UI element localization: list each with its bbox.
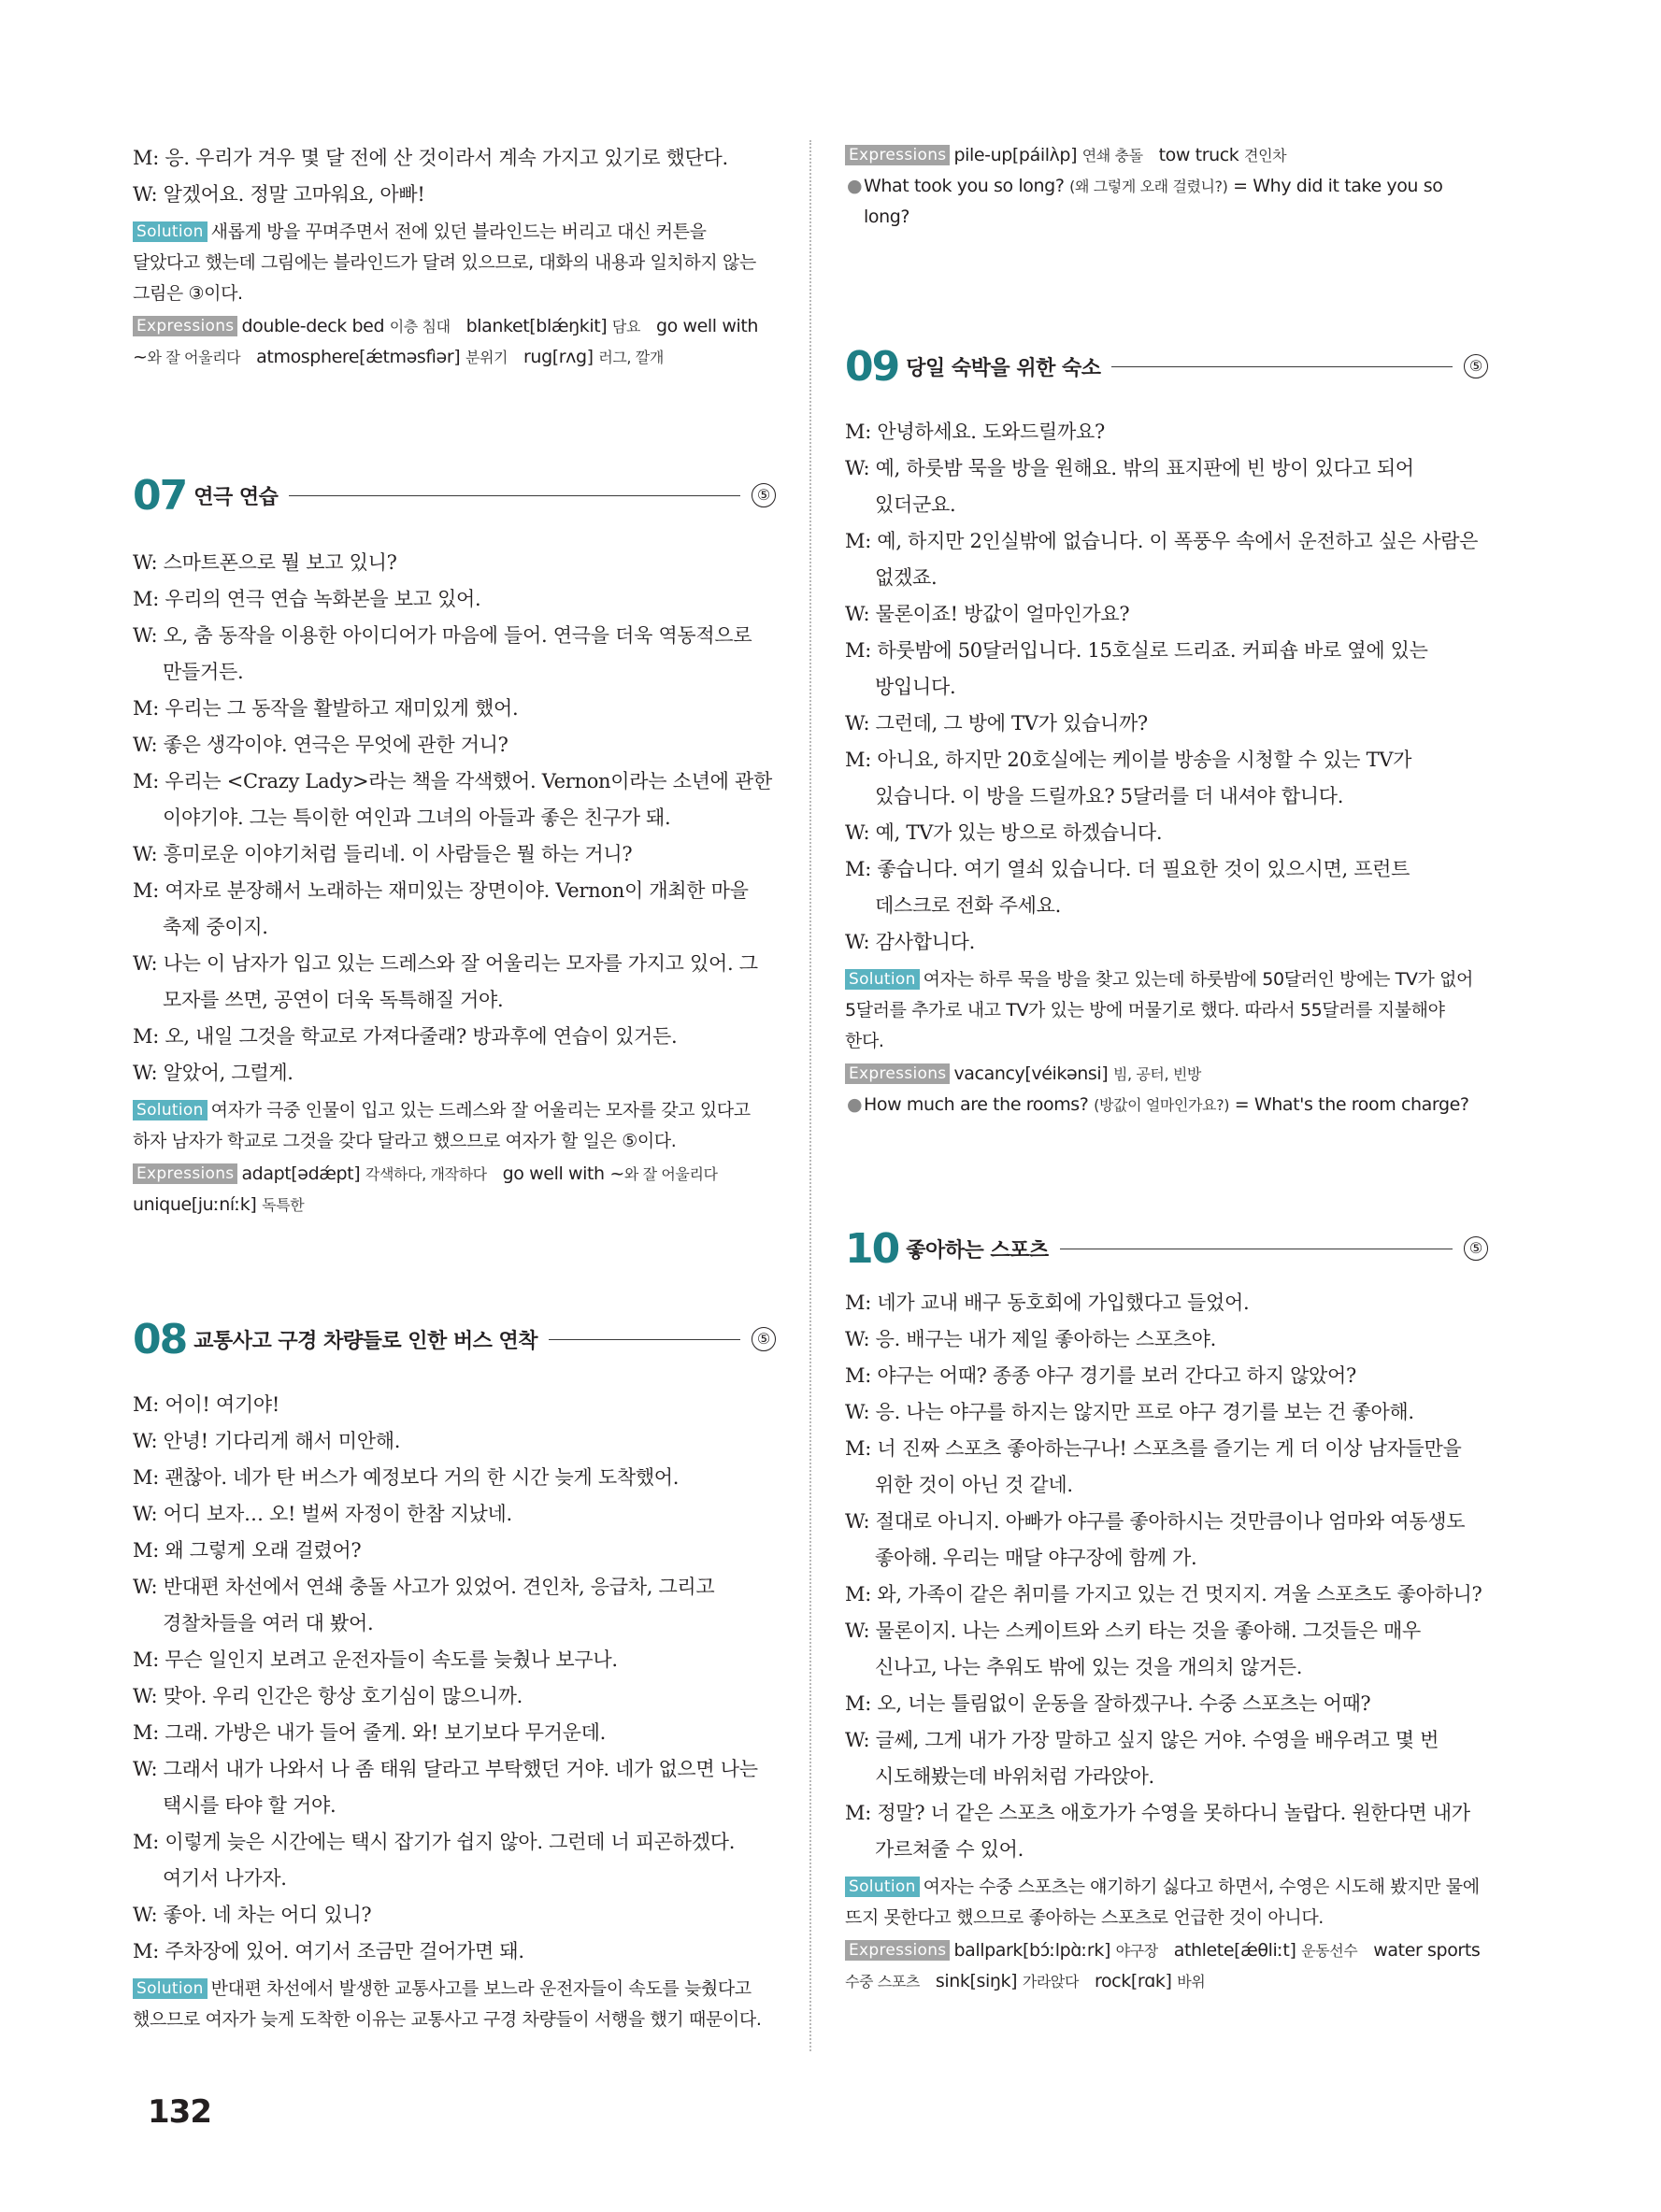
- dialogue-line: [133, 618, 776, 691]
- expressions-tag: Expressions: [845, 1063, 950, 1084]
- speaker: W:: [133, 843, 158, 865]
- line-text: 이렇게 늦은 시간에는 택시 잡기가 쉽지 않아. 그런데 너 피곤하겠다. 여기서 나가자.: [163, 1831, 736, 1890]
- line-text: 좋은 생각이야. 연극은 무엇에 관한 거니?: [163, 734, 508, 756]
- dialogue-line: [133, 1715, 776, 1751]
- dialogue-line: [133, 1423, 776, 1460]
- expression-gloss: 이층 침대: [389, 318, 451, 335]
- speaker: M:: [133, 1539, 159, 1562]
- dialogue-line: [133, 140, 776, 177]
- solution-text: 새롭게 방을 꾸며주면서 전에 있던 블라인드는 버리고 대신 커튼을 달았다고 했는데 그림에는 블라인드가 달려 있으므로, 대화의 내용과 일치하지 않는 그림은 ③이다.: [133, 221, 756, 304]
- dialogue-line: [133, 763, 776, 836]
- bullet-english: How much are the rooms?: [864, 1094, 1089, 1115]
- speaker: W:: [133, 1576, 158, 1598]
- dialogue-line: [133, 1751, 776, 1824]
- bullet-english-alt: = Why did it take you so long?: [864, 176, 1443, 227]
- line-text: 감사합니다.: [875, 931, 975, 953]
- solution-block: [845, 964, 1488, 1057]
- expression-gloss: 수중 스포츠: [845, 1973, 920, 1991]
- dialogue-line: [133, 1460, 776, 1496]
- expression-gloss: 와 잘 어울리다: [147, 349, 241, 366]
- line-text: 안녕하세요. 도와드릴까요?: [877, 421, 1105, 443]
- speaker: M:: [845, 1292, 871, 1314]
- expressions-tag: Expressions: [845, 145, 950, 165]
- expression-term: unique[juːníːk]: [133, 1194, 257, 1215]
- section-header-10: [845, 1218, 1488, 1279]
- expression-term: water sports: [1373, 1940, 1481, 1961]
- line-text: 아니요, 하지만 20호실에는 케이블 방송을 시청할 수 있는 TV가 있습니다. 이 방을 드릴까요? 5달러를 더 내셔야 합니다.: [875, 749, 1412, 807]
- expression-term: blanket[blǽŋkit]: [465, 316, 608, 336]
- dialogue-line: [133, 1934, 776, 1970]
- section-title: 좋아하는 스포츠: [906, 1238, 1049, 1263]
- expressions-block: [845, 1935, 1488, 1997]
- line-text: 오, 내일 그것을 학교로 가져다줄래? 방과후에 연습이 있거든.: [165, 1025, 678, 1048]
- section-header-07: [133, 464, 776, 526]
- line-text: 하룻밤에 50달러입니다. 15호실로 드리죠. 커피숍 바로 옆에 있는 방입니다.: [875, 639, 1428, 698]
- line-text: 그래서 내가 나와서 나 좀 태워 달라고 부탁했던 거야. 네가 없으면 나는 택시를 타야 할 거야.: [163, 1758, 758, 1817]
- speaker: M:: [133, 770, 159, 792]
- line-text: 우리는 그 동작을 활발하고 재미있게 했어.: [165, 697, 519, 720]
- expression-term: ballpark[bɔ́ːlpɑ̀ːrk]: [953, 1940, 1110, 1961]
- speaker: W:: [133, 952, 158, 975]
- speaker: W:: [133, 1503, 158, 1525]
- expression-term: sink[siŋk]: [935, 1971, 1018, 1991]
- dialogue-line: [845, 851, 1488, 924]
- expressions-block: [845, 140, 1488, 171]
- expressions-tag: Expressions: [133, 316, 237, 336]
- line-text: 알겠어요. 정말 고마워요, 아빠!: [163, 183, 425, 206]
- speaker: W:: [845, 821, 870, 844]
- dialogue-line: [133, 1055, 776, 1092]
- speaker: M:: [845, 530, 871, 552]
- expression-gloss: 빔, 공터, 빈방: [1112, 1065, 1201, 1083]
- speaker: M:: [845, 858, 871, 880]
- expressions-tag: Expressions: [845, 1940, 950, 1961]
- line-text: 오, 춤 동작을 이용한 아이디어가 마음에 들어. 연극을 더욱 역동적으로 만들거든.: [163, 624, 752, 683]
- dialogue-line: [133, 1642, 776, 1678]
- line-text: 좋아. 네 차는 어디 있니?: [163, 1904, 372, 1926]
- speaker: M:: [133, 1025, 159, 1048]
- expression-gloss: 운동선수: [1301, 1942, 1358, 1960]
- speaker: W:: [845, 1620, 870, 1642]
- speaker: M:: [133, 1466, 159, 1489]
- dialogue-line: [133, 1019, 776, 1055]
- dialogue: [133, 1387, 776, 1970]
- expression-gloss: 견인차: [1244, 147, 1287, 164]
- speaker: M:: [133, 1831, 159, 1853]
- line-text: 스마트폰으로 뭘 보고 있니?: [163, 551, 397, 574]
- solution-text: 여자는 수중 스포츠는 얘기하기 싫다고 하면서, 수영은 시도해 봤지만 물에 뜨지 못한다고 했으므로 좋아하는 스포츠로 언급한 것이 아니다.: [845, 1877, 1480, 1928]
- line-text: 우리의 연극 연습 녹화본을 보고 있어.: [165, 588, 481, 610]
- section-number: 07: [133, 471, 187, 520]
- section-rule: [1111, 366, 1453, 367]
- solution-block: [133, 217, 776, 309]
- dialogue-line: [845, 1394, 1488, 1431]
- speaker: M:: [845, 749, 871, 771]
- dialogue-line: [133, 1496, 776, 1533]
- line-text: 예, 하지만 2인실밖에 없습니다. 이 폭풍우 속에서 운전하고 싶은 사람은 없겠죠.: [875, 530, 1479, 589]
- dialogue-line: [133, 873, 776, 946]
- solution-text: 여자는 하루 묵을 방을 찾고 있는데 하룻밤에 50달러인 방에는 TV가 없어 5달러를 추가로 내고 TV가 있는 방에 머물기로 했다. 따라서 55달러를 지불해야 한다.: [845, 969, 1473, 1051]
- speaker: W:: [845, 931, 870, 953]
- speaker: M:: [133, 1721, 159, 1744]
- expressions-block: [845, 1059, 1488, 1090]
- line-text: 오, 너는 틀림없이 운동을 잘하겠구나. 수중 스포츠는 어때?: [877, 1692, 1371, 1715]
- line-text: 어이! 여기야!: [165, 1393, 279, 1416]
- speaker: W:: [845, 712, 870, 735]
- line-text: 흥미로운 이야기처럼 들리네. 이 사람들은 뭘 하는 거니?: [163, 843, 633, 865]
- line-text: 너 진짜 스포츠 좋아하는구나! 스포츠를 즐기는 게 더 이상 남자들만을 위한 것이 아닌 것 같네.: [875, 1437, 1462, 1496]
- expression-gloss: 가라앉다: [1022, 1973, 1080, 1991]
- speaker: W:: [133, 624, 158, 647]
- solution-tag: Solution: [133, 221, 208, 242]
- expression-gloss: 바위: [1177, 1973, 1206, 1991]
- line-text: 여자로 분장해서 노래하는 재미있는 장면이야. Vernon이 개최한 마을 축제 중이지.: [163, 879, 749, 938]
- solution-tag: Solution: [845, 969, 920, 990]
- line-text: 와, 가족이 같은 취미를 가지고 있는 건 멋지지. 겨울 스포츠도 좋아하니?: [877, 1583, 1482, 1605]
- dialogue-line: [133, 1678, 776, 1715]
- dialogue-line: [133, 836, 776, 873]
- dialogue: [845, 414, 1488, 961]
- dialogue-line: [845, 596, 1488, 633]
- solution-text: 반대편 차선에서 발생한 교통사고를 보느라 운전자들이 속도를 늦췄다고 했으므로 여자가 늦게 도착한 이유는 교통사고 구경 차량들이 서행을 했기 때문이다.: [133, 1978, 762, 2030]
- answer-badge: ⑤: [752, 1327, 776, 1351]
- speaker: W:: [845, 1510, 870, 1533]
- expressions-block: [133, 1159, 776, 1220]
- solution-tag: Solution: [133, 1100, 208, 1120]
- speaker: W:: [845, 1729, 870, 1751]
- speaker: M:: [133, 1648, 159, 1671]
- expression-term: go well with ~: [502, 1163, 624, 1184]
- expression-term: go well with ~: [133, 316, 759, 367]
- dialogue-line: [133, 1569, 776, 1642]
- line-text: 예, 하룻밤 묵을 방을 원해요. 밖의 표지판에 빈 방이 있다고 되어 있더군요.: [875, 457, 1414, 516]
- expression-gloss: 각색하다, 개작하다: [365, 1165, 487, 1183]
- bullet-korean: (방값이 얼마인가요?): [1094, 1096, 1230, 1114]
- line-text: 나는 이 남자가 입고 있는 드레스와 잘 어울리는 모자를 가지고 있어. 그 모자를 쓰면, 공연이 더욱 독특해질 거야.: [163, 952, 758, 1011]
- speaker: W:: [845, 603, 870, 625]
- line-text: 응. 배구는 내가 제일 좋아하는 스포츠야.: [875, 1328, 1217, 1350]
- line-text: 안녕! 기다리게 해서 미안해.: [163, 1430, 401, 1452]
- expression-gloss: 독특한: [262, 1196, 305, 1214]
- expression-term: adapt[ədǽpt]: [241, 1163, 361, 1184]
- expression-term: rug[rʌg]: [523, 347, 594, 367]
- line-text: 좋습니다. 여기 열쇠 있습니다. 더 필요한 것이 있으시면, 프런트 데스크로 전화 주세요.: [875, 858, 1410, 917]
- speaker: W:: [845, 1401, 870, 1423]
- expressions-block: [133, 311, 776, 373]
- dialogue-line: [845, 1285, 1488, 1321]
- bullet-korean: (왜 그렇게 오래 걸렸니?): [1069, 178, 1228, 195]
- dialogue-line: [845, 1431, 1488, 1504]
- speaker: M:: [845, 1364, 871, 1387]
- solution-text: 여자가 극중 인물이 입고 있는 드레스와 잘 어울리는 모자를 갖고 있다고 하자 남자가 학교로 그것을 갖다 달라고 했으므로 여자가 할 일은 ⑤이다.: [133, 1100, 751, 1151]
- bullet-dot-icon: ●: [847, 1094, 863, 1115]
- speaker: M:: [845, 639, 871, 662]
- answer-badge: ⑤: [1464, 354, 1488, 378]
- expression-term: atmosphere[ǽtməsfìər]: [256, 347, 461, 367]
- dialogue-line: [133, 177, 776, 213]
- line-text: 그래. 가방은 내가 들어 줄게. 와! 보기보다 무거운데.: [165, 1721, 606, 1744]
- speaker: W:: [133, 734, 158, 756]
- dialogue-line: [133, 581, 776, 618]
- dialogue-line: [133, 727, 776, 763]
- line-text: 글쎄, 그게 내가 가장 말하고 싶지 않은 거야. 수영을 배우려고 몇 번 시도해봤는데 바위처럼 가라앉아.: [875, 1729, 1439, 1788]
- line-text: 괜찮아. 네가 탄 버스가 예정보다 거의 한 시간 늦게 도착했어.: [165, 1466, 680, 1489]
- line-text: 네가 교내 배구 동호회에 가입했다고 들었어.: [877, 1292, 1250, 1314]
- dialogue-line: [845, 1577, 1488, 1613]
- line-text: 그런데, 그 방에 TV가 있습니까?: [875, 712, 1148, 735]
- line-text: 알았어, 그럴게.: [163, 1062, 294, 1084]
- line-text: 물론이지. 나는 스케이트와 스키 타는 것을 좋아해. 그것들은 매우 신나고, 나는 추워도 밖에 있는 것을 개의치 않거든.: [875, 1620, 1422, 1678]
- dialogue-line: [133, 545, 776, 581]
- solution-tag: Solution: [133, 1978, 208, 1999]
- expression-gloss: 담요: [611, 318, 641, 335]
- expressions-tag: Expressions: [133, 1163, 237, 1184]
- solution-block: [845, 1872, 1488, 1934]
- speaker: W:: [845, 457, 870, 479]
- dialogue: [133, 140, 776, 213]
- expression-term: rock[rɑk]: [1094, 1971, 1172, 1991]
- speaker: W:: [133, 183, 158, 206]
- section-title: 연극 연습: [193, 485, 279, 509]
- answer-badge: ⑤: [752, 483, 776, 507]
- section-number: 10: [845, 1224, 899, 1273]
- speaker: M:: [845, 1692, 871, 1715]
- dialogue-line: [845, 1795, 1488, 1868]
- line-text: 무슨 일인지 보려고 운전자들이 속도를 늦췄나 보구나.: [165, 1648, 618, 1671]
- page-number: 132: [148, 2093, 211, 2131]
- solution-block: [133, 1095, 776, 1157]
- dialogue-line: [845, 1722, 1488, 1795]
- dialogue: [845, 1285, 1488, 1868]
- section-number: 09: [845, 342, 899, 391]
- line-text: 야구는 어때? 종종 야구 경기를 보러 간다고 하지 않았어?: [877, 1364, 1356, 1387]
- line-text: 우리는 <Crazy Lady>라는 책을 각색했어. Vernon이라는 소년에 관한 이야기야. 그는 특이한 여인과 그녀의 아들과 좋은 친구가 돼.: [163, 770, 772, 829]
- dialogue-line: [845, 1613, 1488, 1686]
- dialogue-line: [133, 691, 776, 727]
- expression-term: pile-up[páilʌ̀p]: [953, 145, 1078, 165]
- expression-term: tow truck: [1158, 145, 1239, 165]
- speaker: W:: [133, 1062, 158, 1084]
- speaker: M:: [133, 1940, 159, 1962]
- expression-bullet: [845, 171, 1488, 233]
- right-column: [845, 140, 1488, 1997]
- speaker: W:: [133, 1685, 158, 1707]
- line-text: 응. 나는 야구를 하지는 않지만 프로 야구 경기를 보는 건 좋아해.: [875, 1401, 1414, 1423]
- line-text: 응. 우리가 겨우 몇 달 전에 산 것이라서 계속 가지고 있기로 했단다.: [165, 147, 728, 169]
- section-header-08: [133, 1308, 776, 1370]
- expression-gloss: 러그, 깔개: [598, 349, 664, 366]
- speaker: M:: [133, 588, 159, 610]
- left-column: [133, 140, 776, 2035]
- speaker: W:: [133, 1904, 158, 1926]
- dialogue-line: [845, 523, 1488, 596]
- line-text: 절대로 아니지. 아빠가 야구를 좋아하시는 것만큼이나 엄마와 여동생도 좋아해. 우리는 매달 야구장에 함께 가.: [875, 1510, 1466, 1569]
- expression-bullet: [845, 1090, 1488, 1120]
- section-rule: [549, 1339, 740, 1340]
- solution-tag: Solution: [845, 1877, 920, 1897]
- dialogue-line: [845, 742, 1488, 815]
- bullet-english: What took you so long?: [864, 176, 1065, 196]
- line-text: 어디 보자… 오! 벌써 자정이 한참 지났네.: [163, 1503, 512, 1525]
- expression-gloss: 분위기: [465, 349, 508, 366]
- expression-term: athlete[ǽθliːt]: [1173, 1940, 1296, 1961]
- dialogue-line: [133, 1897, 776, 1934]
- line-text: 반대편 차선에서 연쇄 충돌 사고가 있었어. 견인차, 응급차, 그리고 경찰차들을 여러 대 봤어.: [163, 1576, 715, 1634]
- speaker: W:: [133, 1430, 158, 1452]
- section-number: 08: [133, 1315, 187, 1363]
- dialogue-line: [845, 1321, 1488, 1358]
- dialogue-line: [845, 1504, 1488, 1577]
- line-text: 예, TV가 있는 방으로 하겠습니다.: [875, 821, 1163, 844]
- section-header-09: [845, 335, 1488, 397]
- line-text: 맞아. 우리 인간은 항상 호기심이 많으니까.: [163, 1685, 523, 1707]
- section-rule: [289, 495, 740, 496]
- speaker: W:: [845, 1328, 870, 1350]
- dialogue-line: [133, 946, 776, 1019]
- section-title: 교통사고 구경 차량들로 인한 버스 연착: [193, 1329, 538, 1353]
- speaker: M:: [133, 1393, 159, 1416]
- section-title: 당일 숙박을 위한 숙소: [906, 356, 1101, 380]
- line-text: 물론이죠! 방값이 얼마인가요?: [875, 603, 1130, 625]
- expression-gloss: 와 잘 어울리다: [623, 1165, 718, 1183]
- column-divider: [809, 140, 811, 2051]
- speaker: W:: [133, 551, 158, 574]
- speaker: M:: [845, 1802, 871, 1824]
- dialogue: [133, 545, 776, 1092]
- expression-gloss: 연쇄 충돌: [1081, 147, 1143, 164]
- dialogue-line: [845, 633, 1488, 706]
- dialogue-line: [845, 924, 1488, 961]
- speaker: M:: [845, 1583, 871, 1605]
- dialogue-line: [133, 1824, 776, 1897]
- line-text: 왜 그렇게 오래 걸렸어?: [165, 1539, 362, 1562]
- dialogue-line: [845, 1686, 1488, 1722]
- dialogue-line: [133, 1387, 776, 1423]
- speaker: M:: [845, 421, 871, 443]
- dialogue-line: [845, 450, 1488, 523]
- speaker: M:: [133, 697, 159, 720]
- answer-badge: ⑤: [1464, 1236, 1488, 1261]
- speaker: M:: [133, 147, 159, 169]
- dialogue-line: [845, 706, 1488, 742]
- expression-term: double-deck bed: [241, 316, 385, 336]
- speaker: W:: [133, 1758, 158, 1780]
- dialogue-line: [845, 815, 1488, 851]
- solution-block: [133, 1974, 776, 2035]
- line-text: 주차장에 있어. 여기서 조금만 걸어가면 돼.: [165, 1940, 524, 1962]
- expression-term: vacancy[véikənsi]: [953, 1063, 1109, 1084]
- bullet-english-alt: = What's the room charge?: [1234, 1094, 1469, 1115]
- dialogue-line: [845, 414, 1488, 450]
- speaker: M:: [133, 879, 159, 902]
- line-text: 정말? 너 같은 스포츠 애호가가 수영을 못하다니 놀랍다. 원한다면 내가 가르쳐줄 수 있어.: [875, 1802, 1470, 1861]
- speaker: M:: [845, 1437, 871, 1460]
- bullet-dot-icon: ●: [847, 176, 863, 196]
- dialogue-line: [133, 1533, 776, 1569]
- expression-gloss: 야구장: [1115, 1942, 1158, 1960]
- dialogue-line: [845, 1358, 1488, 1394]
